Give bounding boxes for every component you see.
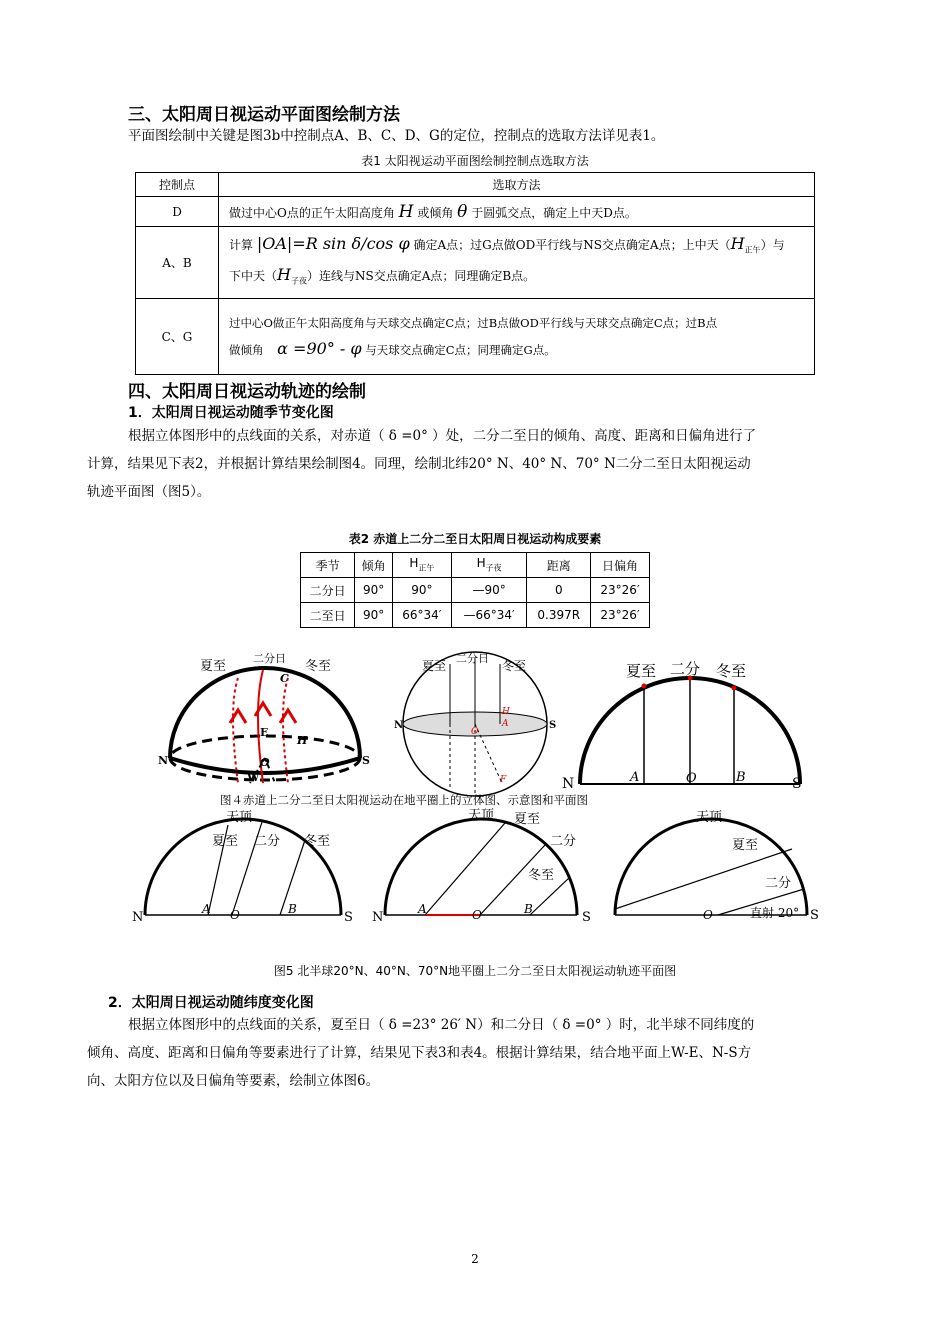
cell-text: 做倾角 (229, 343, 264, 357)
cell-text: 确定A点；过G点做OD平行线与NS交点确定A点；上中天（ (413, 238, 731, 253)
label-a: A (202, 902, 211, 916)
winter-path (283, 678, 288, 783)
label-e: E (260, 726, 269, 739)
fig4-plane-diagram (562, 660, 802, 792)
label-o: O (471, 727, 479, 737)
label-winter: 冬至 (502, 659, 527, 673)
cell-text: 过中心O做正午太阳高度角与天球交点确定C点；过B点做OD平行线与天球交点确定C点；过B点 (229, 316, 718, 330)
figure5-caption: 图5 北半球20°N、40°N、70°N地平圈上二分二至日太阳视运动轨迹平面图 (273, 964, 677, 978)
arrow-icon (280, 710, 296, 723)
label-winter: 冬至 (305, 659, 332, 674)
table-cell: 90° (355, 603, 393, 628)
table1-cell-method (219, 227, 815, 299)
label-o: O (230, 908, 240, 922)
fig4-3d-diagram (158, 651, 370, 784)
th-h-midnight (451, 553, 527, 578)
cell-text: 做过中心O点的正午太阳高度角 (229, 205, 395, 220)
table-cell: 23°26′ (591, 603, 650, 628)
symbol-h: H (409, 556, 419, 571)
paragraph-1 (128, 422, 756, 450)
symbol-theta: θ (457, 201, 468, 222)
paragraph-line: 倾角、高度、距离和日偏角等要素进行了计算，结果见下表3和表4。根据计算结果，结合地平面上W-E、N-S方 (87, 1045, 752, 1061)
formula-oa: |OA|=R sin δ/cos φ (256, 234, 410, 254)
label-a: A (502, 719, 509, 729)
table-cell: —90° (451, 578, 527, 603)
label-equinox: 二分 (550, 834, 577, 849)
label-winter: 冬至 (716, 662, 747, 680)
label-equinox: 二分 (765, 876, 792, 891)
table-row (136, 197, 815, 227)
table-cell: 二至日 (301, 603, 355, 628)
table1-cell-method (219, 299, 815, 375)
summer-point (642, 684, 647, 689)
winter-point (732, 686, 737, 691)
table-cell: 23°26′ (591, 578, 650, 603)
paragraph-line: 根据立体图形中的点线面的关系，对赤道（ δ =0° ）处，二分二至日的倾角、高度、距离和日偏角进行了 (128, 428, 757, 444)
paragraph-line: 计算，结果见下表2，并根据计算结果绘制图4。同理，绘制北纬20° N、40° N、70° N二分二至日太阳视运动 (87, 456, 751, 472)
label-o: O (703, 908, 713, 922)
table1-cell-point: C、G (136, 299, 219, 375)
fig5-panel-40n (372, 808, 591, 925)
cell-text: ）与 (760, 238, 785, 253)
label-f: F (500, 775, 507, 785)
label-o: O (686, 771, 697, 786)
figure5 (120, 805, 830, 930)
label-equinox: 二分日 (456, 652, 489, 665)
label-zenith: 天顶 (468, 808, 495, 823)
paragraph-line: 轨迹平面图（图5）。 (87, 484, 211, 500)
table1-header-point: 控制点 (136, 173, 219, 197)
label-winter: 冬至 (528, 868, 555, 883)
formula-alpha: α =90° - φ (277, 339, 362, 358)
cell-text: 于圆弧交点，确定上中天D点。 (471, 205, 637, 220)
cell-text: ）连线与NS交点确定A点；同理确定B点。 (306, 268, 536, 283)
th-declination: 日偏角 (591, 553, 650, 578)
horizon-arc (615, 819, 807, 915)
table2-caption: 表2 赤道上二分二至日太阳周日视运动构成要素 (348, 532, 602, 546)
section3-intro: 平面图绘制中关键是图3b中控制点A、B、C、D、G的定位，控制点的选取方法详见表1。 (128, 128, 665, 144)
label-s: S (810, 908, 819, 923)
symbol-h: H (476, 556, 486, 571)
page-number: 2 (471, 1252, 479, 1266)
section4-title: 四、太阳周日视运动轨迹的绘制 (128, 382, 366, 402)
label-zenith: 天顶 (696, 810, 723, 825)
label-n: N (394, 720, 404, 731)
label-equinox: 二分 (254, 834, 281, 849)
paragraph-1-cont (87, 450, 751, 506)
label-summer: 夏至 (514, 812, 541, 827)
table-cell: 0.397R (527, 603, 591, 628)
figure4 (150, 648, 830, 798)
table1 (135, 172, 815, 375)
fig5-panel-20n (132, 810, 353, 925)
table-cell: 90° (355, 578, 393, 603)
cell-text: 或倾角 (417, 205, 454, 220)
label-summer: 夏至 (732, 838, 759, 853)
label-s: S (582, 910, 591, 925)
th-h-noon (392, 553, 451, 578)
label-winter: 冬至 (304, 834, 331, 849)
table2 (300, 552, 650, 628)
table1-caption: 表1 太阳视运动平面图绘制控制点选取方法 (361, 154, 589, 168)
table-cell: 二分日 (301, 578, 355, 603)
symbol-h: H (398, 201, 414, 222)
label-h: H (502, 707, 510, 717)
label-a: A (418, 902, 427, 916)
subscript: 正午 (744, 245, 761, 255)
subscript: 正午 (418, 563, 435, 573)
label-n: N (132, 910, 144, 925)
table1-cell-method (219, 197, 815, 227)
th-tilt: 倾角 (355, 553, 393, 578)
table1-cell-point: D (136, 197, 219, 227)
symbol-h: H (730, 234, 745, 254)
fig4-sphere-diagram (394, 651, 556, 796)
label-o: O (260, 756, 270, 769)
cell-text: 下中天（ (229, 268, 278, 283)
table-row (301, 578, 650, 603)
table-cell: 66°34′ (392, 603, 451, 628)
summer-path (233, 678, 238, 783)
table-row (301, 603, 650, 628)
label-h: H (297, 734, 308, 747)
figure4-caption: 图４赤道上二分二至日太阳视运动在地平圈上的立体图、示意图和平面图 (220, 793, 588, 807)
table-cell: —66°34′ (451, 603, 527, 628)
table-cell: 0 (527, 578, 591, 603)
label-s: S (362, 754, 370, 767)
label-o: O (472, 908, 482, 922)
label-b: B (736, 770, 746, 785)
table-row (136, 299, 815, 375)
label-summer: 夏至 (626, 662, 657, 680)
subsection2-title: 2．太阳周日视运动随纬度变化图 (108, 995, 314, 1011)
label-s: S (344, 910, 353, 925)
table1-header-method: 选取方法 (219, 173, 815, 197)
symbol-h: H (277, 264, 291, 284)
subsection1-title: 1．太阳周日视运动随季节变化图 (128, 405, 334, 421)
label-a: A (630, 770, 640, 785)
label-n: N (372, 910, 384, 925)
label-w: W (247, 771, 260, 784)
label-n: N (158, 754, 169, 767)
paragraph-line: 向、太阳方位以及日偏角等要素，绘制立体图6。 (87, 1073, 380, 1089)
cell-text: 与天球交点确定C点；同理确定G点。 (365, 343, 556, 357)
label-zenith: 天顶 (226, 810, 253, 825)
th-distance: 距离 (527, 553, 591, 578)
table1-cell-point: A、B (136, 227, 219, 299)
label-summer: 夏至 (200, 659, 227, 674)
horizon-arc (385, 819, 577, 915)
table-cell: 90° (392, 578, 451, 603)
fig5-panel-70n (615, 810, 819, 923)
label-summer: 夏至 (422, 659, 447, 673)
paragraph-2 (128, 1011, 754, 1039)
paragraph-2-cont (87, 1039, 751, 1095)
subscript: 子夜 (485, 563, 502, 573)
label-b: B (288, 902, 297, 916)
label-b: B (524, 902, 533, 916)
paragraph-line: 根据立体图形中的点线面的关系，夏至日（ δ =23° 26′ N）和二分日（ δ =0° ）时，北半球不同纬度的 (128, 1017, 755, 1033)
cell-text: 计算 (229, 238, 254, 253)
table-row (136, 227, 815, 299)
section3-title: 三、太阳周日视运动平面图绘制方法 (128, 105, 400, 125)
label-n: N (562, 776, 575, 792)
label-direct: 直射 20° (750, 906, 800, 920)
label-equinox: 二分日 (253, 652, 286, 665)
label-equinox: 二分 (670, 660, 701, 678)
arrow-icon (230, 710, 246, 723)
label-s: S (792, 776, 802, 792)
label-s: S (549, 720, 557, 731)
label-c: C (280, 672, 289, 685)
label-summer: 夏至 (212, 834, 239, 849)
hemisphere-arc (170, 668, 360, 758)
subscript: 子夜 (290, 275, 307, 285)
th-season: 季节 (301, 553, 355, 578)
